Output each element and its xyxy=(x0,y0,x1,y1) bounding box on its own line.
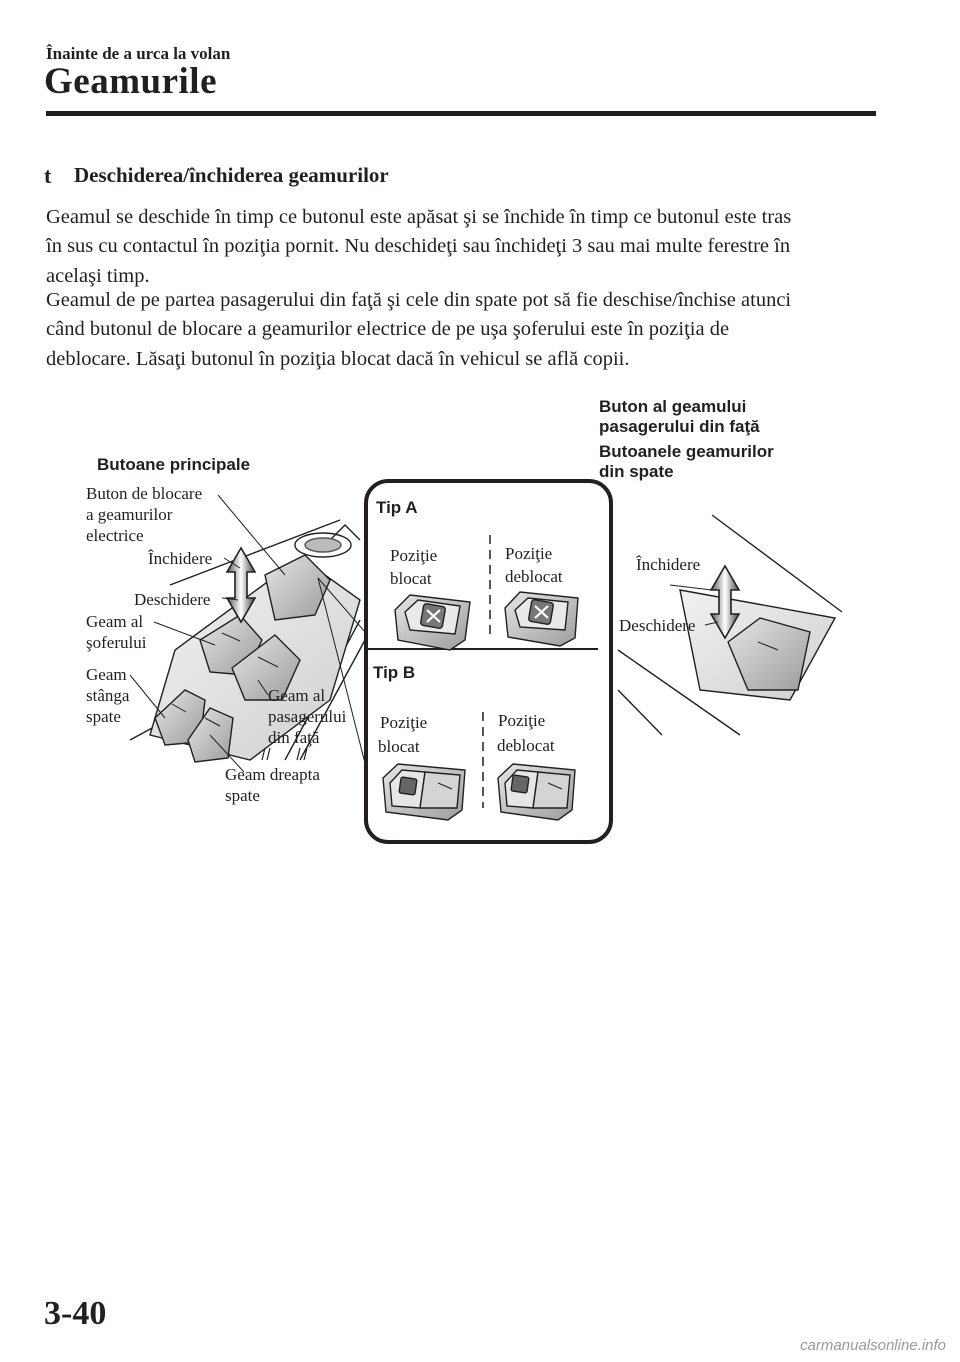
paragraph-line: Geamul de pe partea pasagerului din faţă şi cele din spate pot să fie deschise/închise atunci xyxy=(46,289,792,311)
main-switches-title: Butoane principale xyxy=(97,455,251,474)
paragraph-line: acelaşi timp. xyxy=(46,264,150,287)
type-a-unlocked-switch-icon xyxy=(505,592,578,646)
section-title: Înainte de a urca la volan xyxy=(46,44,231,63)
type-a-locked-switch-icon xyxy=(395,595,470,650)
label-line: Geam al xyxy=(268,686,326,705)
rear-right-window-label xyxy=(225,765,320,805)
closing-label: Închidere xyxy=(148,549,213,568)
type-b-unlocked-label: deblocat xyxy=(497,736,555,755)
rear-buttons-title: din spate xyxy=(599,462,674,481)
chapter-title: Geamurile xyxy=(44,61,218,102)
type-b-unlocked-switch-icon xyxy=(498,764,575,820)
type-b-title: Tip B xyxy=(373,663,416,682)
type-a-locked-label: blocat xyxy=(390,569,432,588)
label-line: spate xyxy=(86,707,121,726)
opening-label: Deschidere xyxy=(134,590,211,609)
label-line: Geam xyxy=(86,665,127,684)
label-line: electrice xyxy=(86,526,144,545)
paragraph-line: deblocare. Lăsaţi butonul în poziţia blocat dacă în vehicul se află copii. xyxy=(46,347,630,370)
label-line: pasagerului xyxy=(268,707,347,726)
page-number: 3-40 xyxy=(44,1295,107,1332)
label-line: stânga xyxy=(86,686,130,705)
label-line: şoferului xyxy=(86,633,147,652)
subheading: Deschiderea/închiderea geamurilor xyxy=(74,163,389,187)
type-b-unlocked-label: Poziţie xyxy=(498,711,546,730)
passenger-button-title: pasagerului din faţă xyxy=(599,417,760,436)
label-line: spate xyxy=(225,786,260,805)
watermark: carmanualsonline.info xyxy=(800,1337,946,1354)
paragraph-line: când butonul de blocare a geamurilor electrice de pe uşa şoferului este în poziţia de xyxy=(46,318,730,341)
paragraph-line: Geamul se deschide în timp ce butonul este apăsat şi se închide în timp ce butonul este tras xyxy=(46,206,792,228)
label-line: a geamurilor xyxy=(86,505,173,524)
label-line: Buton de blocare xyxy=(86,484,203,503)
passenger-button-title: Buton al geamului xyxy=(599,397,747,416)
type-a-title: Tip A xyxy=(376,498,418,517)
paragraph-line: în sus cu contactul în poziţia pornit. Nu deschideţi sau închideţi 3 sau mai multe ferestre în xyxy=(46,235,791,258)
type-b-locked-label: Poziţie xyxy=(380,713,428,732)
bullet-icon: t xyxy=(44,163,52,188)
lock-button-label xyxy=(86,484,202,545)
type-a-unlocked-label: Poziţie xyxy=(505,544,553,563)
rear-buttons-title: Butoanele geamurilor xyxy=(599,442,774,461)
driver-window-label xyxy=(86,612,147,652)
type-b-locked-label: blocat xyxy=(378,737,420,756)
label-line: Geam al xyxy=(86,612,144,631)
label-line: Geam dreapta xyxy=(225,765,320,784)
type-a-unlocked-label: deblocat xyxy=(505,567,563,586)
passenger-closing-label: Închidere xyxy=(636,555,701,574)
passenger-opening-label: Deschidere xyxy=(619,616,696,635)
label-line: din faţă xyxy=(268,728,320,747)
type-b-locked-switch-icon xyxy=(383,764,465,820)
rear-left-window-label xyxy=(86,665,130,726)
type-a-locked-label: Poziţie xyxy=(390,546,438,565)
